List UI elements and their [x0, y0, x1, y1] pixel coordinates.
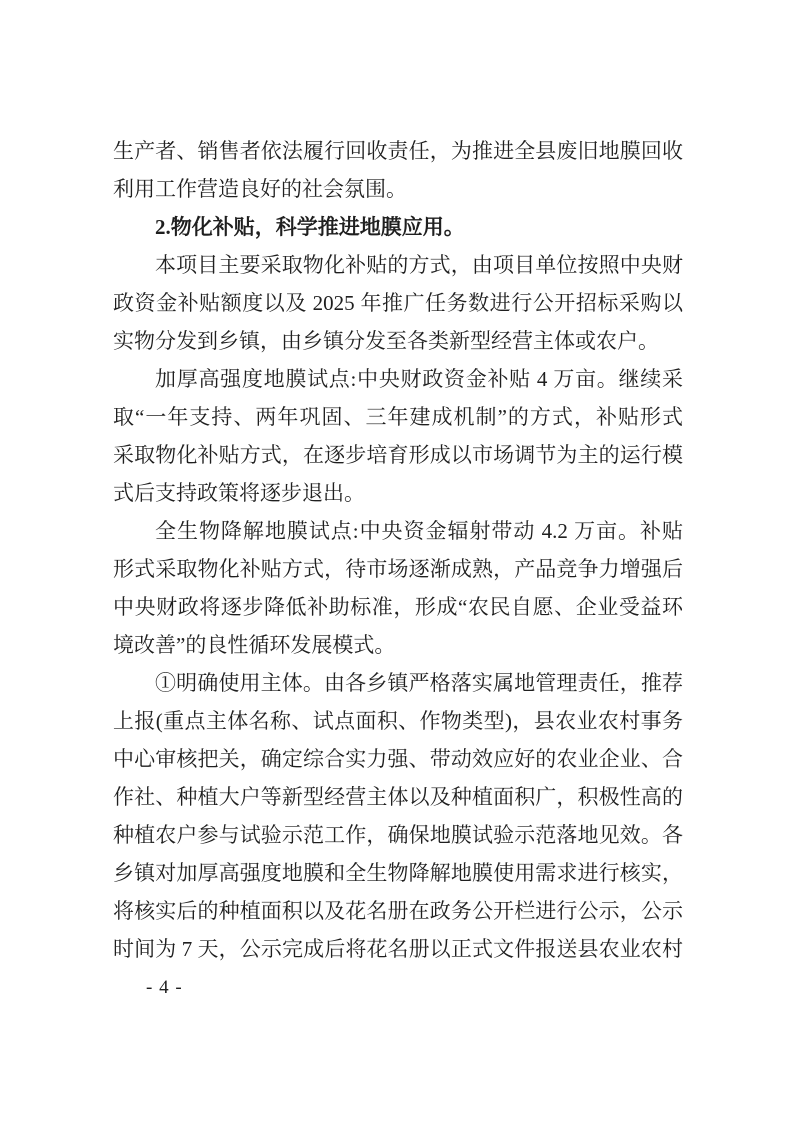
body-line: 生产者、销售者依法履行回收责任，为推进全县废旧地膜回收 — [113, 139, 683, 163]
body-line: 作社、种植大户等新型经营主体以及种植面积广，积极性高的 — [113, 785, 683, 809]
body-line: 乡镇对加厚高强度地膜和全生物降解地膜使用需求进行核实， — [113, 861, 683, 885]
body-line: 中央财政将逐步降低补助标准，形成“农民自愿、企业受益环 — [113, 595, 683, 619]
body-line: 本项目主要采取物化补贴的方式，由项目单位按照中央财 — [155, 253, 683, 277]
body-line: 中心审核把关，确定综合实力强、带动效应好的农业企业、合 — [113, 747, 683, 771]
body-line: 政资金补贴额度以及 2025 年推广任务数进行公开招标采购以 — [113, 291, 683, 315]
body-line: 利用工作营造良好的社会氛围。 — [113, 177, 407, 201]
body-line: 时间为 7 天，公示完成后将花名册以正式文件报送县农业农村 — [113, 937, 683, 961]
body-line: 取“一年支持、两年巩固、三年建成机制”的方式，补贴形式 — [113, 405, 683, 429]
body-line: 实物分发到乡镇，由乡镇分发至各类新型经营主体或农户。 — [113, 329, 659, 353]
body-line: 种植农户参与试验示范工作，确保地膜试验示范落地见效。各 — [113, 823, 683, 847]
body-line: 将核实后的种植面积以及花名册在政务公开栏进行公示，公示 — [113, 899, 683, 923]
body-line: 采取物化补贴方式，在逐步培育形成以市场调节为主的运行模 — [113, 443, 683, 467]
page-number: - 4 - — [146, 977, 183, 998]
document-body — [113, 132, 683, 968]
body-line: 加厚高强度地膜试点:中央财政资金补贴 4 万亩。继续采 — [155, 367, 683, 391]
heading-line: 2.物化补贴，科学推进地膜应用。 — [155, 215, 465, 239]
body-line: 全生物降解地膜试点:中央资金辐射带动 4.2 万亩。补贴 — [155, 519, 683, 543]
body-line: ①明确使用主体。由各乡镇严格落实属地管理责任，推荐 — [155, 671, 683, 695]
body-line: 式后支持政策将逐步退出。 — [113, 481, 365, 505]
body-line: 上报(重点主体名称、试点面积、作物类型)，县农业农村事务 — [113, 709, 683, 733]
body-line: 境改善”的良性循环发展模式。 — [113, 633, 396, 657]
body-line: 形式采取物化补贴方式，待市场逐渐成熟，产品竞争力增强后 — [113, 557, 683, 581]
